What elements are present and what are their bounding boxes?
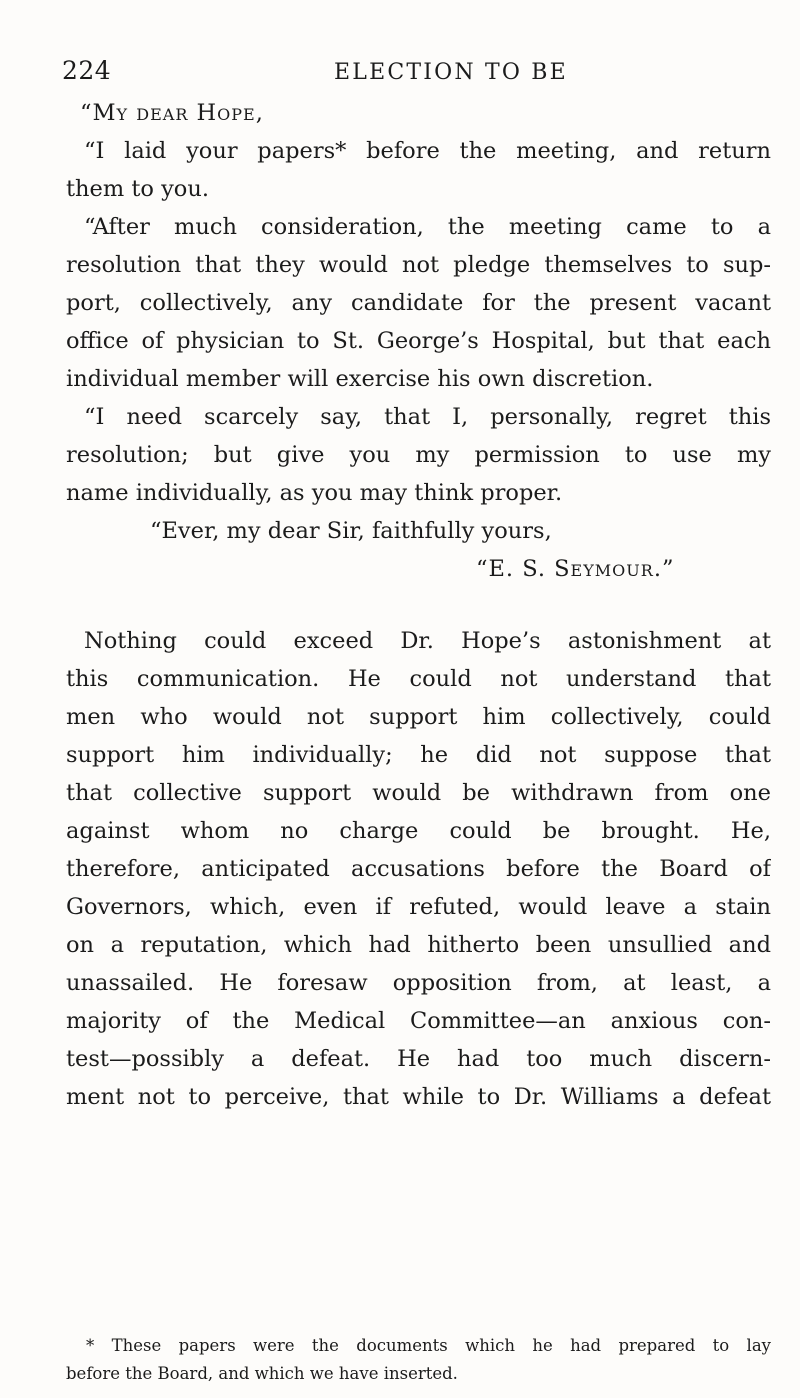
page-body <box>66 94 771 1116</box>
narrative-line: Governors, which, even if refuted, would leave a stain <box>66 894 771 920</box>
letter-line: them to you. <box>66 176 209 202</box>
narrative-line: on a reputation, which had hitherto been unsullied and <box>66 932 771 958</box>
narrative-line: against whom no charge could be brought. He, <box>66 818 771 844</box>
narrative-line: unassailed. He foresaw opposition from, at least, a <box>66 970 771 996</box>
letter-closing: “Ever, my dear Sir, faithfully yours, <box>150 518 552 544</box>
letter-line: resolution; but give you my permission to use my <box>66 442 771 468</box>
narrative-line: therefore, anticipated accusations before the Board of <box>66 856 771 882</box>
letter-line: name individually, as you may think proper. <box>66 480 563 506</box>
narrative-line: test—possibly a defeat. He had too much discern- <box>66 1046 771 1072</box>
letter-line: “After much consideration, the meeting came to a <box>84 214 771 240</box>
narrative-paragraph <box>66 622 771 1116</box>
letter-line: resolution that they would not pledge themselves to sup- <box>66 252 771 278</box>
paragraph-gap <box>66 588 771 622</box>
running-title: ELECTION TO BE <box>334 60 568 85</box>
narrative-line: Nothing could exceed Dr. Hope’s astonishment at <box>84 628 771 654</box>
footnote-line: before the Board, and which we have inserted. <box>66 1364 458 1383</box>
narrative-line: this communication. He could not understand that <box>66 666 771 692</box>
letter-line: “I need scarcely say, that I, personally, regret this <box>84 404 771 430</box>
letter <box>66 94 771 588</box>
letter-line: “I laid your papers* before the meeting, and return <box>84 138 771 164</box>
footnote <box>66 1332 771 1398</box>
narrative-line: that collective support would be withdrawn from one <box>66 780 771 806</box>
narrative-line: men who would not support him collectively, could <box>66 704 771 730</box>
narrative-line: majority of the Medical Committee—an anxious con- <box>66 1008 771 1034</box>
letter-salutation: “My dear Hope, <box>80 100 264 126</box>
letter-line: port, collectively, any candidate for the present vacant <box>66 290 771 316</box>
narrative-line: ment not to perceive, that while to Dr. Williams a defeat <box>66 1084 771 1110</box>
letter-line: individual member will exercise his own discretion. <box>66 366 654 392</box>
footnote-line: * These papers were the documents which he had prepared to lay <box>86 1336 771 1355</box>
narrative-line: support him individually; he did not suppose that <box>66 742 771 768</box>
letter-signature: “E. S. Seymour.” <box>476 556 675 582</box>
page-number: 224 <box>62 56 112 85</box>
letter-line: office of physician to St. George’s Hospital, but that each <box>66 328 771 354</box>
